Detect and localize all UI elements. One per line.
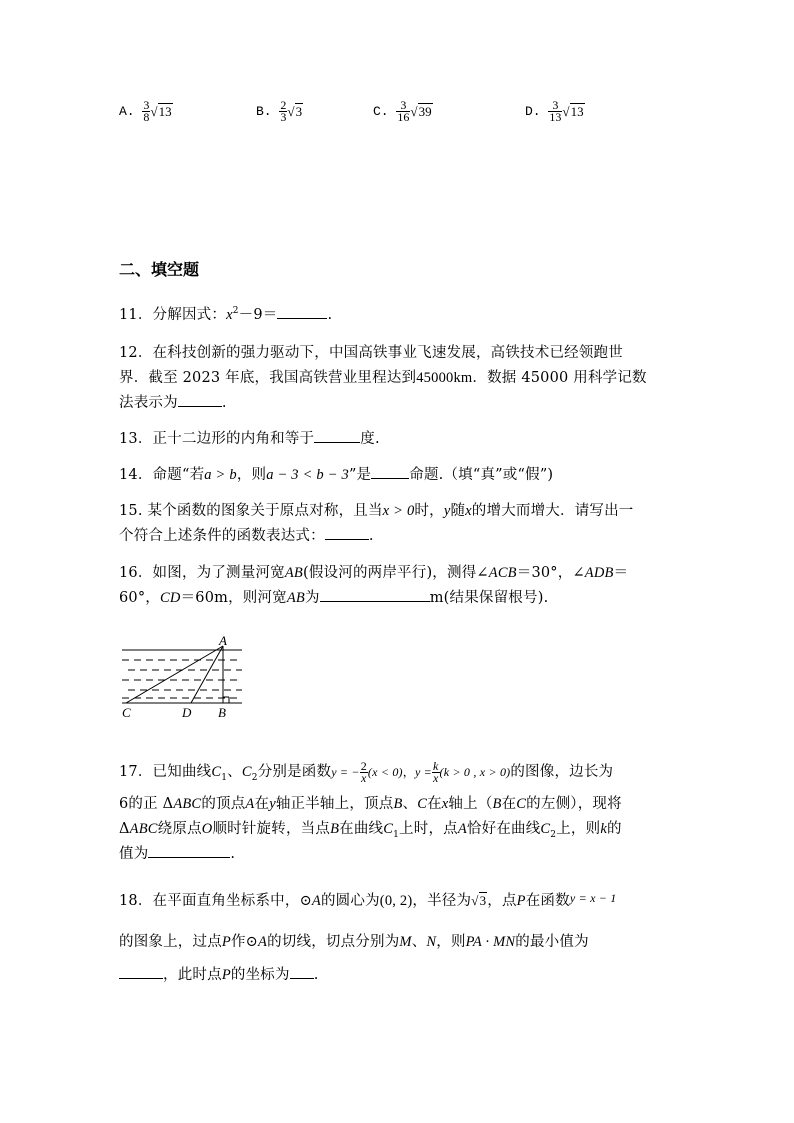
denominator: 3 (280, 110, 287, 124)
circle-symbol-icon: ⊙ (299, 893, 312, 909)
q13-text: 度. (360, 431, 380, 447)
denominator: 8 (143, 110, 150, 124)
question-17-line2 (119, 792, 622, 813)
q18-text: 的圆心为 (320, 893, 380, 909)
radicand: 13 (570, 103, 584, 119)
q17-text: 在 (501, 796, 517, 812)
q17-text: 绕原点 (157, 821, 202, 837)
q17-text: 的图像，边长为 (510, 764, 614, 780)
q11-exp: 2 (232, 306, 239, 317)
answer-blank[interactable] (325, 525, 369, 540)
water-hatching (122, 660, 242, 698)
answer-blank[interactable] (178, 392, 222, 407)
numerator: 2 (360, 758, 367, 773)
line-ca (126, 646, 223, 703)
q17-text: 的 (606, 821, 622, 837)
q16-text: 60°， (119, 590, 161, 606)
question-12-line2 (119, 366, 647, 387)
radicand: 13 (158, 103, 172, 119)
q17-math: C (417, 796, 428, 812)
q18-text: 的坐标为 (230, 967, 290, 983)
q17-math: C (241, 764, 252, 780)
q17-math: k (600, 821, 607, 837)
denominator: 13 (549, 110, 562, 124)
sqrt: √3 (287, 103, 303, 119)
q17-text: 上，则 (556, 821, 601, 837)
q12-text: 法表示为 (119, 395, 178, 411)
q16-math: AB (284, 565, 303, 581)
q16-text: 16．如图，为了测量河宽 (119, 565, 285, 581)
q18-text: 的切线，切点分别为 (267, 934, 400, 950)
radicand: 39 (418, 103, 432, 119)
section-title: 二、填空题 (119, 260, 200, 279)
q18-math: M (399, 934, 412, 950)
q17-math: x (441, 796, 449, 812)
q17-math: C (516, 796, 527, 812)
q17-text: 轴正半轴上，顶点 (275, 796, 394, 812)
question-11 (119, 303, 332, 324)
q17-fraction (432, 758, 440, 785)
q17-math: y (269, 796, 276, 812)
q18-text: 、 (411, 934, 427, 950)
q17-text: 在 (254, 796, 270, 812)
question-18-line1 (119, 889, 617, 910)
option-fraction (548, 100, 562, 123)
numerator: 3 (548, 100, 562, 112)
q17-math: B (330, 821, 340, 837)
q17-math: ABC (173, 796, 202, 812)
q15-end: . (368, 528, 374, 544)
option-label: B. (256, 104, 272, 119)
q18-math: A (311, 893, 321, 909)
question-14 (119, 463, 553, 484)
q18-text: 的最小值为 (515, 934, 589, 950)
question-15-line1 (119, 499, 634, 520)
q18-text: 在函数 (525, 893, 570, 909)
point-b-label: B (218, 705, 226, 720)
q17-math: ABC (129, 821, 158, 837)
q16-math: ∠ADB (572, 565, 614, 581)
q12-text: ．数据 45000 用科学记数 (472, 370, 647, 386)
q18-math: A (258, 934, 268, 950)
q17-end: . (230, 846, 236, 862)
q17-text: 上时，点 (399, 821, 458, 837)
q18-math: (0, 2) (379, 893, 413, 909)
q17-math: C (211, 764, 222, 780)
option-label: A. (119, 104, 135, 119)
q16-math: ∠ACB (476, 565, 517, 581)
q18-math: N (426, 934, 437, 950)
q15-math: y (443, 503, 451, 519)
q15-text: 个符合上述条件的函数表达式： (119, 528, 325, 544)
answer-blank[interactable] (371, 464, 409, 479)
numerator: 2 (280, 98, 287, 112)
q15-text: 15. 某个函数的图象关于原点对称，且当 (119, 503, 383, 519)
q14-text: ”是 (348, 467, 372, 483)
q17-text: 、 (227, 764, 242, 780)
q17-text: 在 (427, 796, 442, 812)
q18-math: P (221, 934, 231, 950)
q17-text: 17．已知曲线 (119, 764, 212, 780)
q16-text: ＝30°， (516, 565, 573, 581)
q18-math: y = x − 1 (569, 891, 617, 905)
option-d (525, 100, 585, 123)
q17-math: B (393, 796, 403, 812)
q17-math: (k > 0 , x > 0) (439, 765, 511, 779)
q17-text: 6的正 Δ (119, 796, 174, 812)
q14-math: a − 3 < b − 3 (266, 467, 349, 483)
point-c-label: C (122, 705, 131, 720)
q13-text: 13．正十二边形的内角和等于 (119, 431, 315, 447)
q17-sub: 1 (221, 772, 228, 783)
question-16-line1 (119, 561, 628, 582)
q17-text: ， (402, 765, 415, 779)
answer-blank[interactable] (148, 843, 230, 858)
line-da (191, 646, 223, 703)
q16-text: m(结果保留根号). (429, 590, 549, 606)
q15-text: 时， (414, 503, 444, 519)
q18-text: ，点 (487, 893, 517, 909)
answer-blank[interactable] (320, 587, 430, 602)
q17-math: A (457, 821, 467, 837)
question-12-line3 (119, 391, 227, 412)
q12-end: . (221, 395, 227, 411)
q18-math: P (221, 967, 231, 983)
q16-text: 为 (305, 590, 320, 606)
question-13 (119, 427, 380, 448)
q16-math: CD (160, 590, 181, 606)
q16-text: ＝60m，则河宽 (180, 590, 287, 606)
q17-math: y = (414, 765, 432, 779)
q17-math: y = − (331, 765, 360, 779)
denominator: x (361, 770, 367, 785)
point-d-label: D (182, 705, 192, 720)
answer-blank[interactable] (290, 964, 314, 979)
q15-math: x (465, 503, 472, 519)
q11-text: 11．分解因式： (119, 307, 227, 323)
q18-text: ，半径为 (412, 893, 472, 909)
q11-var: x (226, 307, 233, 323)
numerator: k (432, 758, 439, 773)
q15-text: 随 (450, 503, 466, 519)
point-a-label: A (219, 633, 227, 648)
q18-math: P (516, 893, 526, 909)
q16-text: (假设河的两岸平行)，测得 (302, 565, 477, 581)
question-17-line3 (119, 817, 622, 840)
option-fraction (279, 100, 287, 123)
option-b (256, 100, 303, 123)
q17-text: Δ (119, 821, 130, 837)
question-16-line2 (119, 586, 548, 607)
q17-text: 分别是函数 (257, 764, 332, 780)
q17-math: (x < 0) (367, 765, 403, 779)
question-17-line1 (119, 760, 613, 784)
q18-math: PA · MN (465, 934, 516, 950)
question-17-line4 (119, 842, 235, 863)
sqrt: √13 (562, 103, 584, 119)
q17-math: A (245, 796, 255, 812)
q14-text: 命题.（填“真”或“假”) (409, 467, 554, 483)
q16-text: ＝ (613, 565, 629, 581)
q18-text: 作 (230, 934, 246, 950)
q14-math: a > b (204, 467, 237, 483)
denominator: x (432, 770, 439, 785)
q17-sub: 2 (550, 829, 557, 840)
q18-end: . (313, 967, 319, 983)
circle-symbol-icon: ⊙ (245, 934, 259, 950)
q17-fraction (360, 758, 368, 785)
q17-math: C (540, 821, 551, 837)
question-12-line1: 12．在科技创新的强力驱动下，中国高铁事业飞速发展，高铁技术已经领跑世 (119, 345, 623, 361)
q14-text: 14．命题“若 (119, 467, 205, 483)
q17-text: 轴上（ (448, 796, 493, 812)
answer-blank[interactable] (119, 964, 163, 979)
q17-text: 在曲线 (339, 821, 384, 837)
q17-text: 顺时针旋转，当点 (212, 821, 331, 837)
q17-text: 值为 (119, 846, 149, 862)
q15-math: x > 0 (382, 503, 415, 519)
question-15-line2 (119, 524, 374, 545)
option-fraction (396, 100, 410, 123)
sqrt: √13 (150, 103, 172, 119)
option-fraction (142, 100, 150, 123)
q18-text: ，此时点 (163, 967, 222, 983)
option-a (119, 100, 173, 123)
question-18-line2 (119, 930, 589, 951)
q14-text: ，则 (236, 467, 267, 483)
q11-text: －9＝ (238, 307, 278, 323)
q17-math: O (201, 821, 213, 837)
q17-text: 的左侧），现将 (526, 796, 622, 812)
option-label: C. (373, 104, 389, 119)
river-figure (118, 632, 248, 722)
radicand: 3 (479, 893, 487, 908)
radicand: 3 (295, 103, 303, 119)
option-c (373, 100, 433, 123)
question-18-line3 (119, 963, 319, 984)
q12-text: 界．截至 2023 年底，我国高铁营业里程达到 (119, 370, 417, 386)
option-label: D. (525, 104, 541, 119)
q17-math: C (383, 821, 394, 837)
q18-text: ，则 (436, 934, 466, 950)
q12-value: 45000km (416, 370, 473, 386)
q17-sub: 2 (251, 772, 258, 783)
q11-end: . (327, 307, 333, 323)
q18-text: 18．在平面直角坐标系中， (119, 893, 300, 909)
q17-math: B (492, 796, 502, 812)
q16-math: AB (286, 590, 305, 606)
q15-text: 的增大而增大．请写出一 (471, 503, 634, 519)
numerator: 3 (396, 100, 410, 112)
sqrt: √39 (410, 103, 432, 119)
q17-text: 的顶点 (201, 796, 246, 812)
q18-text: 的图象上，过点 (119, 934, 222, 950)
answer-blank[interactable] (314, 428, 360, 443)
denominator: 16 (397, 110, 410, 124)
answer-blank[interactable] (277, 304, 327, 319)
numerator: 3 (143, 98, 150, 112)
q17-text: 、 (402, 796, 418, 812)
q17-sub: 1 (393, 829, 400, 840)
q17-text: 恰好在曲线 (466, 821, 541, 837)
sqrt: √3 (471, 893, 487, 908)
